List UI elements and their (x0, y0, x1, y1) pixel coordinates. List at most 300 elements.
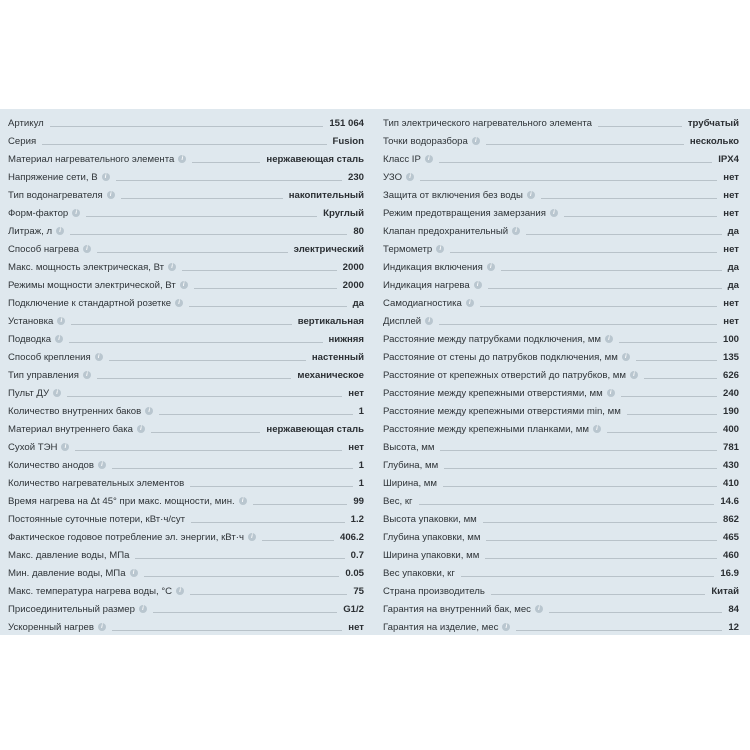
info-icon[interactable]: i (102, 173, 110, 181)
spec-row (383, 420, 739, 438)
spec-label (8, 280, 188, 291)
spec-label-text: Самодиагностика (383, 297, 462, 309)
spec-label-text: Индикация включения (383, 261, 483, 273)
spec-label (8, 514, 185, 525)
spec-label-text: Расстояние между крепежными планками, мм (383, 423, 589, 435)
spec-value: 14.6 (720, 495, 739, 507)
spec-row (383, 384, 739, 402)
leader-line (644, 378, 717, 379)
spec-row (383, 312, 739, 330)
spec-label-text: Расстояние между патрубками подключения, мм (383, 333, 602, 345)
leader-line (153, 612, 337, 613)
spec-value: нет (348, 441, 364, 453)
spec-label (8, 478, 184, 489)
spec-label-text: Страна производитель (383, 585, 485, 597)
spec-row (8, 186, 364, 204)
spec-value: 80 (353, 225, 364, 237)
specs-column-left (8, 114, 364, 636)
leader-line (621, 396, 717, 397)
spec-label-text: Глубина упаковки, мм (383, 531, 481, 543)
spec-label-text: Тип управления (8, 369, 79, 381)
spec-label (8, 586, 184, 597)
spec-value: 135 (722, 351, 739, 363)
spec-label-text: Подводка (8, 333, 52, 345)
spec-row (383, 564, 739, 582)
spec-label (8, 316, 65, 327)
info-icon[interactable]: i (502, 623, 510, 631)
spec-row (8, 222, 364, 240)
leader-line (486, 144, 684, 145)
spec-row (8, 384, 364, 402)
spec-value: 430 (722, 459, 739, 471)
spec-row (383, 114, 739, 132)
spec-label-text: Материал внутреннего бака (8, 423, 133, 435)
spec-value: нет (723, 207, 739, 219)
spec-value: 1 (358, 459, 364, 471)
info-icon[interactable]: i (53, 389, 61, 397)
spec-row (383, 510, 739, 528)
info-icon[interactable]: i (98, 461, 106, 469)
spec-label (383, 226, 520, 237)
info-icon[interactable]: i (630, 371, 638, 379)
spec-value: 400 (722, 423, 739, 435)
leader-line (67, 396, 342, 397)
spec-label-text: Высота, мм (383, 441, 435, 453)
leader-line (262, 540, 334, 541)
spec-label-text: Количество анодов (8, 459, 94, 471)
spec-label-text: Литраж, л (8, 225, 53, 237)
spec-row (383, 402, 739, 420)
spec-label (383, 550, 479, 561)
spec-row (8, 546, 364, 564)
spec-value: 2000 (342, 261, 364, 273)
spec-label (8, 226, 64, 237)
leader-line (253, 504, 348, 505)
spec-value: нет (723, 297, 739, 309)
spec-value: да (352, 297, 364, 309)
spec-row (383, 330, 739, 348)
info-icon[interactable]: i (180, 281, 188, 289)
info-icon[interactable]: i (61, 443, 69, 451)
spec-value: 862 (722, 513, 739, 525)
spec-label-text: Расстояние от стены до патрубков подключения, мм (383, 351, 618, 363)
spec-label-text: Материал нагревательного элемента (8, 153, 175, 165)
spec-label-text: Расстояние от крепежных отверстий до патрубков, мм (383, 369, 626, 381)
spec-value: трубчатый (687, 117, 739, 129)
spec-value: 16.9 (720, 567, 739, 579)
spec-value: нет (348, 387, 364, 399)
spec-row (383, 150, 739, 168)
spec-label (383, 298, 474, 309)
spec-label (383, 370, 638, 381)
leader-line (159, 414, 352, 415)
spec-value: настенный (311, 351, 364, 363)
spec-label (8, 532, 256, 543)
spec-row (8, 474, 364, 492)
spec-value: 1 (358, 477, 364, 489)
spec-row (8, 510, 364, 528)
spec-value: 465 (722, 531, 739, 543)
info-icon[interactable]: i (425, 155, 433, 163)
spec-row (8, 366, 364, 384)
spec-label (383, 154, 433, 165)
info-icon[interactable]: i (607, 389, 615, 397)
leader-line (627, 414, 717, 415)
spec-label-text: Установка (8, 315, 54, 327)
spec-label (383, 244, 444, 255)
info-icon[interactable]: i (239, 497, 247, 505)
spec-label-text: Способ нагрева (8, 243, 79, 255)
leader-line (71, 324, 291, 325)
leader-line (440, 450, 717, 451)
spec-value: 75 (353, 585, 364, 597)
spec-row (8, 582, 364, 600)
leader-line (516, 630, 722, 631)
leader-line (189, 306, 346, 307)
spec-label-text: Глубина, мм (383, 459, 439, 471)
spec-value: да (727, 279, 739, 291)
leader-line (636, 360, 717, 361)
spec-value: 190 (722, 405, 739, 417)
spec-row (383, 222, 739, 240)
spec-label (383, 604, 543, 615)
spec-row (8, 618, 364, 636)
leader-line (444, 468, 717, 469)
specs-column-right (383, 114, 739, 636)
leader-line (112, 468, 353, 469)
spec-label-text: Высота упаковки, мм (383, 513, 477, 525)
info-icon[interactable]: i (55, 335, 63, 343)
spec-label (8, 370, 91, 381)
leader-line (109, 360, 306, 361)
leader-line (564, 216, 717, 217)
spec-value: нижняя (328, 333, 364, 345)
spec-label-text: Расстояние между крепежными отверстиями, мм (383, 387, 603, 399)
spec-label-text: Подключение к стандартной розетке (8, 297, 172, 309)
info-icon[interactable]: i (137, 425, 145, 433)
leader-line (501, 270, 722, 271)
spec-label (8, 172, 110, 183)
spec-label (8, 622, 106, 633)
spec-row (383, 348, 739, 366)
spec-row (383, 618, 739, 636)
info-icon[interactable]: i (83, 245, 91, 253)
spec-label-text: Макс. температура нагрева воды, °С (8, 585, 173, 597)
spec-label-text: Вес, кг (383, 495, 413, 507)
info-icon[interactable]: i (56, 227, 64, 235)
spec-label-text: Защита от включения без воды (383, 189, 523, 201)
spec-value: да (727, 261, 739, 273)
spec-label-text: Количество нагревательных элементов (8, 477, 185, 489)
spec-label-text: УЗО (383, 171, 403, 183)
leader-line (549, 612, 722, 613)
spec-value: Круглый (323, 207, 364, 219)
spec-row (383, 168, 739, 186)
leader-line (480, 306, 717, 307)
spec-value: IPX4 (718, 153, 739, 165)
spec-label-text: Макс. мощность электрическая, Вт (8, 261, 165, 273)
spec-row (8, 330, 364, 348)
spec-row (383, 204, 739, 222)
spec-label (8, 442, 69, 453)
spec-value: электрический (293, 243, 364, 255)
spec-value: нет (348, 621, 364, 633)
leader-line (182, 270, 337, 271)
spec-label-text: Клапан предохранительный (383, 225, 509, 237)
spec-label-text: Гарантия на внутренний бак, мес (383, 603, 531, 615)
info-icon[interactable]: i (130, 569, 138, 577)
spec-label-text: Ускоренный нагрев (8, 621, 94, 633)
spec-label (383, 514, 477, 525)
leader-line (491, 594, 705, 595)
spec-value: 2000 (342, 279, 364, 291)
leader-line (190, 594, 347, 595)
leader-line (135, 558, 344, 559)
spec-label (383, 208, 558, 219)
info-icon[interactable]: i (178, 155, 186, 163)
spec-row (8, 150, 364, 168)
leader-line (419, 504, 715, 505)
spec-label (383, 496, 413, 507)
spec-label-text: Сухой ТЭН (8, 441, 58, 453)
spec-row (383, 276, 739, 294)
spec-label-text: Дисплей (383, 315, 422, 327)
spec-value: G1/2 (343, 603, 364, 615)
spec-label-text: Мин. давление воды, МПа (8, 567, 126, 579)
spec-label (8, 298, 183, 309)
spec-label (8, 208, 80, 219)
spec-value: 0.05 (345, 567, 364, 579)
leader-line (526, 234, 721, 235)
spec-row (383, 240, 739, 258)
spec-label (8, 118, 44, 129)
spec-row (8, 600, 364, 618)
spec-label (383, 136, 480, 147)
info-icon[interactable]: i (436, 245, 444, 253)
info-icon[interactable]: i (622, 353, 630, 361)
spec-label (8, 262, 176, 273)
spec-value: 781 (722, 441, 739, 453)
leader-line (194, 288, 337, 289)
spec-label (8, 244, 91, 255)
spec-row (383, 528, 739, 546)
spec-value: 410 (722, 477, 739, 489)
leader-line (121, 198, 283, 199)
leader-line (443, 486, 717, 487)
leader-line (97, 378, 291, 379)
spec-value: да (727, 225, 739, 237)
info-icon[interactable]: i (139, 605, 147, 613)
info-icon[interactable]: i (425, 317, 433, 325)
spec-label (383, 334, 613, 345)
spec-value: Fusion (332, 135, 364, 147)
spec-label (383, 424, 601, 435)
leader-line (75, 450, 342, 451)
info-icon[interactable]: i (145, 407, 153, 415)
spec-label-text: Серия (8, 135, 37, 147)
leader-line (607, 432, 717, 433)
spec-row (383, 546, 739, 564)
info-icon[interactable]: i (83, 371, 91, 379)
spec-value: нет (723, 171, 739, 183)
spec-label (8, 568, 138, 579)
leader-line (439, 324, 717, 325)
spec-row (8, 114, 364, 132)
spec-label (383, 622, 510, 633)
spec-label (8, 460, 106, 471)
info-icon[interactable]: i (605, 335, 613, 343)
spec-row (8, 258, 364, 276)
spec-label (383, 172, 414, 183)
info-icon[interactable]: i (593, 425, 601, 433)
spec-label (8, 154, 186, 165)
spec-label (383, 388, 615, 399)
leader-line (461, 576, 714, 577)
info-icon[interactable]: i (176, 587, 184, 595)
spec-label (8, 136, 36, 147)
spec-label-text: Способ крепления (8, 351, 91, 363)
spec-label (383, 586, 485, 597)
spec-value: нет (723, 315, 739, 327)
spec-value: нет (723, 243, 739, 255)
spec-value: 99 (353, 495, 364, 507)
leader-line (42, 144, 326, 145)
leader-line (488, 288, 722, 289)
spec-row (383, 582, 739, 600)
spec-label (8, 496, 247, 507)
info-icon[interactable]: i (487, 263, 495, 271)
leader-line (483, 522, 717, 523)
spec-label (8, 190, 115, 201)
info-icon[interactable]: i (107, 191, 115, 199)
spec-row (8, 312, 364, 330)
spec-row (8, 438, 364, 456)
spec-label-text: Фактическое годовое потребление эл. энергии, кВт·ч (8, 531, 244, 543)
spec-label-text: Расстояние между крепежными отверстиями min, мм (383, 405, 621, 417)
info-icon[interactable]: i (248, 533, 256, 541)
info-icon[interactable]: i (95, 353, 103, 361)
spec-row (8, 420, 364, 438)
leader-line (541, 198, 717, 199)
info-icon[interactable]: i (406, 173, 414, 181)
spec-value: накопительный (288, 189, 364, 201)
leader-line (70, 234, 347, 235)
spec-value: 0.7 (350, 549, 364, 561)
spec-label (8, 424, 145, 435)
spec-label-text: Присоединительный размер (8, 603, 135, 615)
spec-value: механическое (297, 369, 364, 381)
leader-line (86, 216, 317, 217)
spec-label-text: Точки водоразбора (383, 135, 468, 147)
leader-line (598, 126, 682, 127)
leader-line (439, 162, 712, 163)
spec-row (8, 240, 364, 258)
spec-label-text: Вес упаковки, кг (383, 567, 455, 579)
spec-label (383, 406, 621, 417)
info-icon[interactable]: i (550, 209, 558, 217)
spec-row (8, 276, 364, 294)
info-icon[interactable]: i (466, 299, 474, 307)
spec-row (8, 402, 364, 420)
leader-line (486, 540, 717, 541)
spec-row (8, 528, 364, 546)
spec-label-text: Постоянные суточные потери, кВт·ч/сут (8, 513, 186, 525)
info-icon[interactable]: i (168, 263, 176, 271)
leader-line (144, 576, 340, 577)
spec-label-text: Время нагрева на Δt 45° при макс. мощности, мин. (8, 495, 235, 507)
info-icon[interactable]: i (472, 137, 480, 145)
leader-line (116, 180, 342, 181)
spec-label (383, 568, 455, 579)
info-icon[interactable]: i (535, 605, 543, 613)
spec-value: несколько (689, 135, 739, 147)
spec-label-text: Тип электрического нагревательного элемента (383, 117, 592, 129)
spec-row (8, 204, 364, 222)
spec-label (383, 190, 535, 201)
leader-line (191, 522, 345, 523)
leader-line (112, 630, 342, 631)
info-icon[interactable]: i (527, 191, 535, 199)
spec-label-text: Форм-фактор (8, 207, 69, 219)
spec-label (383, 442, 434, 453)
spec-row (8, 294, 364, 312)
spec-value: 626 (722, 369, 739, 381)
spec-row (8, 168, 364, 186)
spec-value: 460 (722, 549, 739, 561)
spec-row (383, 258, 739, 276)
spec-label (383, 352, 630, 363)
spec-row (383, 474, 739, 492)
spec-value: 230 (347, 171, 364, 183)
spec-row (383, 366, 739, 384)
spec-value: 100 (722, 333, 739, 345)
leader-line (151, 432, 260, 433)
info-icon[interactable]: i (512, 227, 520, 235)
spec-row (383, 294, 739, 312)
spec-row (383, 132, 739, 150)
spec-row (383, 186, 739, 204)
info-icon[interactable]: i (57, 317, 65, 325)
spec-value: 151 064 (329, 117, 364, 129)
spec-row (383, 438, 739, 456)
info-icon[interactable]: i (98, 623, 106, 631)
spec-label (383, 460, 438, 471)
leader-line (485, 558, 717, 559)
spec-value: 12 (728, 621, 739, 633)
spec-label (8, 352, 103, 363)
spec-row (8, 456, 364, 474)
spec-row (8, 348, 364, 366)
spec-label (8, 604, 147, 615)
spec-label-text: Макс. давление воды, МПа (8, 549, 130, 561)
info-icon[interactable]: i (175, 299, 183, 307)
spec-value: Китай (711, 585, 739, 597)
spec-label (8, 406, 153, 417)
leader-line (69, 342, 322, 343)
spec-value: 406.2 (339, 531, 364, 543)
spec-row (8, 492, 364, 510)
spec-label (8, 388, 61, 399)
spec-row (383, 492, 739, 510)
spec-label-text: Режимы мощности электрической, Вт (8, 279, 176, 291)
leader-line (190, 486, 352, 487)
info-icon[interactable]: i (474, 281, 482, 289)
spec-label (383, 316, 433, 327)
leader-line (619, 342, 717, 343)
info-icon[interactable]: i (72, 209, 80, 217)
spec-row (383, 456, 739, 474)
spec-label (383, 262, 495, 273)
